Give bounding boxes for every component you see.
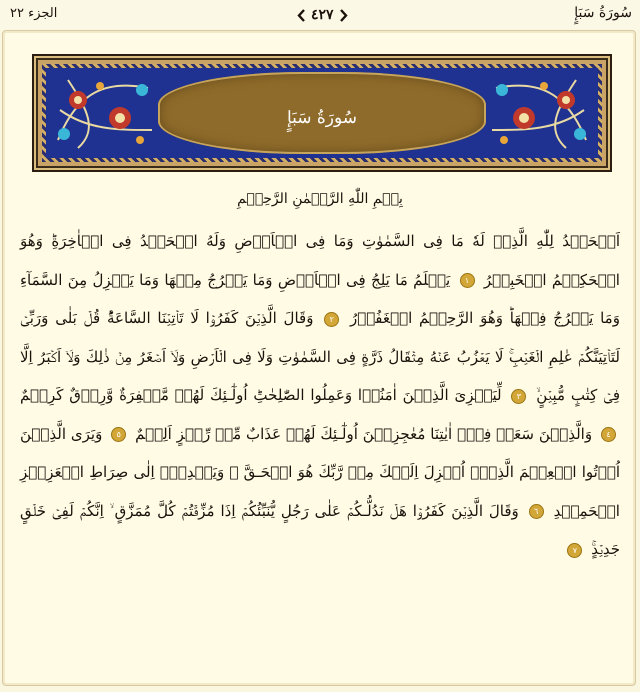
basmala: بِسۡمِ اللّٰهِ الرَّحۡمٰنِ الرَّحِيۡمِ — [237, 191, 403, 207]
verse-text[interactable]: وَقَالَ الَّذِيۡنَ كَفَرُوۡا هَلۡ نَدُلُّـكُمۡ عَلٰى رَجُلٍ يُّنَبِّئُكُمۡ اِذَا مُزِّقۡتُمۡ كُلَّ مُمَزَّقٍ ۙ اِنَّكُمۡ لَفِىۡ خَلۡقٍ جَدِيۡدٍ​ۚ — [20, 501, 620, 558]
chevron-right-icon — [339, 9, 348, 22]
top-bar — [0, 0, 640, 30]
banner-center-panel — [158, 72, 486, 154]
previous-page-button[interactable] — [295, 6, 307, 24]
verse-text[interactable]: اَلۡحَمۡدُ لِلّٰهِ الَّذِىۡ لَهٗ مَا فِى السَّمٰوٰتِ وَمَا فِى الۡاَرۡضِ وَلَهُ الۡحَمۡدُ فِى الۡاٰخِرَةِ​ؕ وَهُوَ الۡحَكِيۡمُ الۡخَبِيۡرُ — [20, 232, 620, 289]
floral-ornament-icon — [484, 70, 596, 152]
verse-number-marker[interactable]: ٧ — [567, 543, 582, 558]
verse-number-marker[interactable]: ٣ — [511, 389, 526, 404]
verses-text — [20, 222, 620, 569]
surah-title: سُورَةُ سَبَإٍ — [286, 108, 358, 128]
juz-label: الجزء ٢٢ — [10, 6, 58, 21]
verse-number-marker[interactable]: ٥ — [111, 427, 126, 442]
verse-number-marker[interactable]: ٢ — [324, 312, 339, 327]
verse-text[interactable]: يَعۡلَمُ مَا يَلِجُ فِى الۡاَرۡضِ وَمَا يَخۡرُجُ مِنۡهَا وَمَا يَنۡزِلُ مِنَ السَّمَآءِ وَمَا يَعۡرُجُ فِيۡهَا​ؕ وَهُوَ الرَّحِيۡمُ الۡغَفُوۡرُ — [20, 270, 620, 327]
next-page-button[interactable] — [338, 6, 350, 24]
verse-number-marker[interactable]: ١ — [460, 273, 475, 288]
surah-header-banner — [36, 58, 608, 168]
chevron-left-icon — [297, 9, 306, 22]
verse-text[interactable]: وَقَالَ الَّذِيۡنَ كَفَرُوۡا لَا تَاۡتِيۡنَا السَّاعَةُ​ؕ قُلۡ بَلٰى وَرَبِّىۡ لَتَاۡتِيَنَّكُمۡ عٰلِمِ الۡغَيۡبِ​ۚ لَا يَعۡزُبُ عَنۡهُ مِثۡقَالُ ذَرَّةٍ فِى السَّمٰوٰتِ وَلَا فِى الۡاَرۡضِ وَلَاۤ اَصۡغَرُ مِنۡ ذٰلِكَ وَلَاۤ اَكۡبَرُ اِلَّا فِىۡ كِتٰبٍ مُّبِيۡنٍ​ۙ — [20, 309, 620, 404]
floral-ornament-icon — [48, 70, 160, 152]
verse-number-marker[interactable]: ٦ — [529, 504, 544, 519]
verse-text[interactable]: وَيَرَى الَّذِيۡنَ اُوۡتُوا الۡعِلۡمَ الَّذِىۡۤ اُنۡزِلَ اِلَيۡكَ مِنۡ رَّبِّكَ هُوَ الۡحَـقَّ ۙ وَيَهۡدِىۡۤ اِلٰى صِرَاطِ الۡعَزِيۡزِ الۡحَمِيۡدِ — [20, 424, 620, 520]
page-number: ٤٢٧ — [311, 7, 334, 23]
verse-text[interactable]: لِّيَجۡزِىَ الَّذِيۡنَ اٰمَنُوۡا وَعَمِلُوا الصّٰلِحٰتِ​ؕ اُولٰٓـئِكَ لَهُمۡ مَّغۡفِرَةٌ وَّرِزۡقٌ كَرِيۡمٌ — [20, 386, 502, 404]
surah-name-label: سُورَةُ سَبَإٍ — [574, 5, 632, 21]
verse-text[interactable]: وَالَّذِيۡنَ سَعَوۡ فِىۡۤ اٰيٰتِنَا مُعٰجِزِيۡنَ اُولٰٓـئِكَ لَهُمۡ عَذَابٌ مِّنۡ رِّجۡزٍ اَلِيۡمٌ — [135, 424, 593, 443]
verse-number-marker[interactable]: ٤ — [601, 427, 616, 442]
page-navigator — [295, 4, 350, 26]
